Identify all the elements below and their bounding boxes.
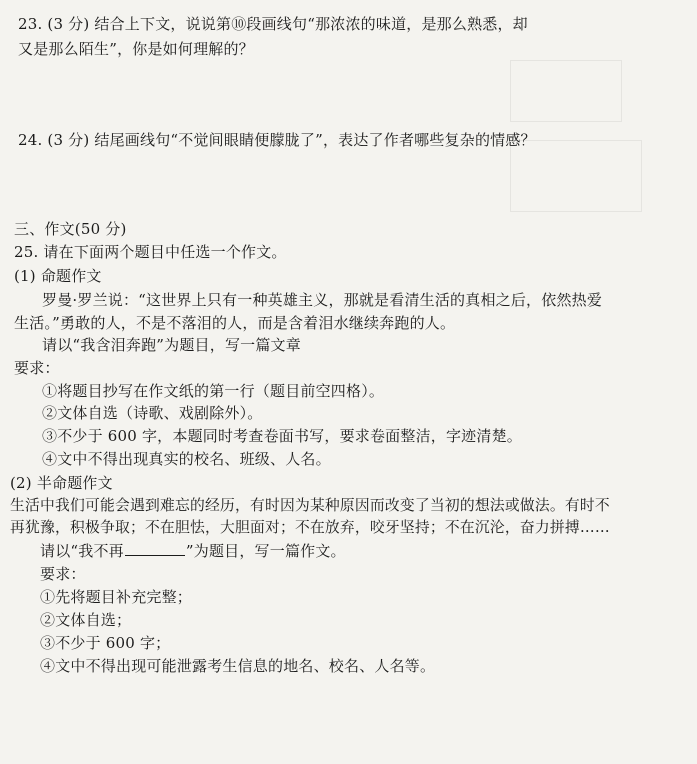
part1-prompt: 请以“我含泪奔跑”为题目，写一篇文章	[42, 336, 301, 354]
part2-title: (2) 半命题作文	[10, 474, 113, 492]
part2-prompt-before: 请以“我不再	[40, 542, 124, 560]
part2-prompt	[40, 541, 346, 561]
part1-req-3: ③不少于 600 字，本题同时考查卷面书写，要求卷面整洁，字迹清楚。	[42, 427, 522, 445]
part2-req-4: ④文中不得出现可能泄露考生信息的地名、校名、人名等。	[40, 657, 436, 675]
q23-line1: 23. (3 分) 结合上下文，说说第⑩段画线句“那浓浓的味道，是那么熟悉，却	[18, 15, 528, 33]
q24-line1: 24. (3 分) 结尾画线句“不觉间眼睛便朦胧了”，表达了作者哪些复杂的情感？	[18, 131, 536, 149]
part2-req-2: ②文体自选；	[40, 611, 132, 629]
q23-line2: 又是那么陌生”，你是如何理解的？	[18, 40, 254, 58]
part2-req-1: ①先将题目补充完整；	[40, 588, 193, 606]
bleed-through-mark	[510, 140, 642, 212]
part1-req-label: 要求：	[14, 359, 60, 377]
part2-prompt-after: ”为题目，写一篇作文。	[185, 542, 346, 560]
part2-req-label: 要求：	[40, 565, 86, 583]
title-blank	[125, 541, 185, 556]
part1-req-2: ②文体自选（诗歌、戏剧除外）。	[42, 404, 263, 422]
part1-req-4: ④文中不得出现真实的校名、班级、人名。	[42, 450, 331, 468]
part1-quote-line1: 罗曼·罗兰说：“这世界上只有一种英雄主义，那就是看清生活的真相之后，依然热爱	[42, 291, 603, 309]
section3-title: 三、作文(50 分)	[14, 220, 127, 238]
part1-req-1: ①将题目抄写在作文纸的第一行（题目前空四格）。	[42, 382, 385, 400]
part1-title: (1) 命题作文	[14, 267, 102, 285]
q25-text: 25. 请在下面两个题目中任选一个作文。	[14, 243, 287, 261]
bleed-through-mark	[510, 60, 622, 122]
part2-req-3: ③不少于 600 字；	[40, 634, 171, 652]
part2-text-line2: 再犹豫，积极争取；不在胆怯，大胆面对；不在放弃，咬牙坚持；不在沉沦，奋力拼搏……	[10, 519, 610, 536]
part2-text-line1: 生活中我们可能会遇到难忘的经历，有时因为某种原因而改变了当初的想法或做法。有时不	[10, 497, 610, 514]
part1-quote-line2: 生活。”勇敢的人，不是不落泪的人，而是含着泪水继续奔跑的人。	[14, 314, 456, 332]
